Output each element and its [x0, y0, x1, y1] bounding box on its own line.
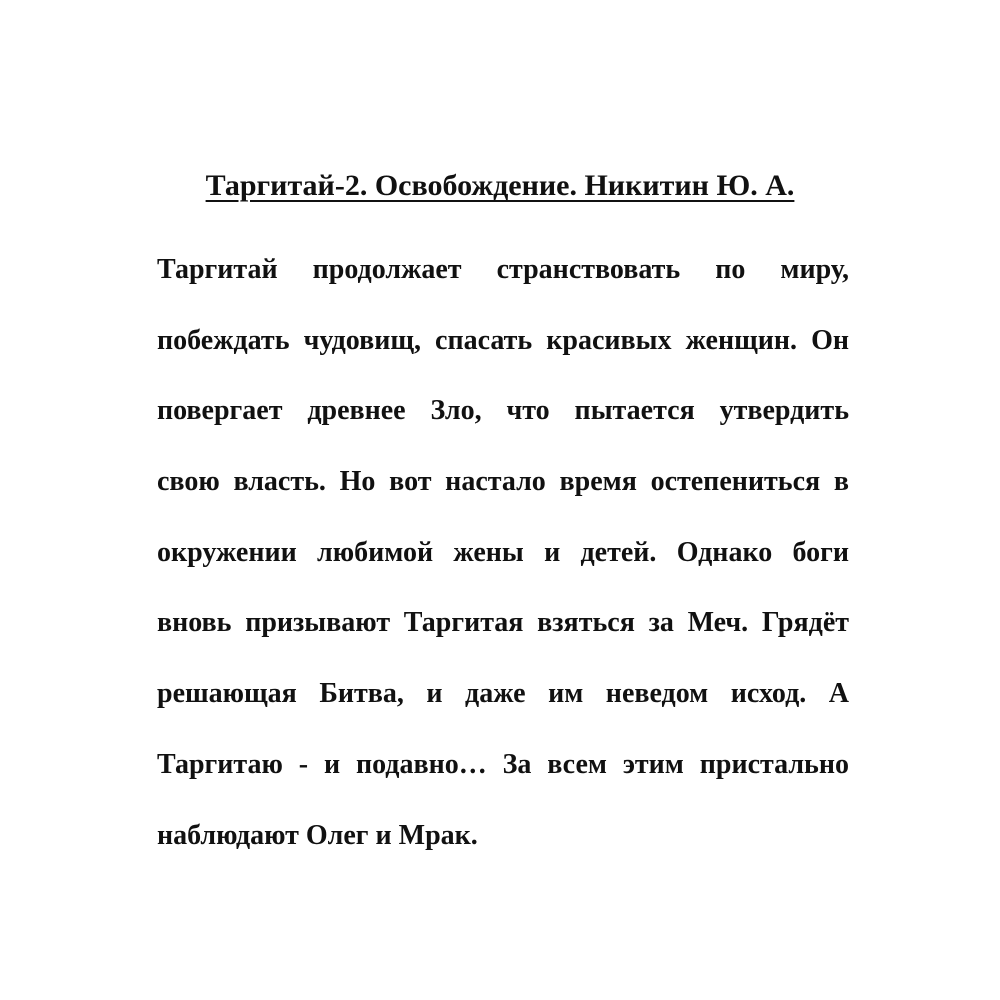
description-line: вновь призывают Таргитая взяться за Меч. Грядёт	[157, 607, 849, 639]
description-line: решающая Битва, и даже им неведом исход. А	[157, 678, 849, 710]
book-title-text: Таргитай-2. Освобождение. Никитин Ю. А.	[205, 169, 795, 202]
description-line: наблюдают Олег и Мрак.	[157, 819, 478, 851]
description-line: Таргитаю - и подавно… За всем этим пристально	[157, 748, 849, 780]
book-title	[0, 166, 1000, 206]
description-line: повергает древнее Зло, что пытается утвердить	[157, 395, 849, 427]
description-line: свою власть. Но вот настало время остепениться в	[157, 466, 849, 498]
description-line: окружении любимой жены и детей. Однако боги	[157, 536, 849, 568]
description-line: Таргитай продолжает странствовать по миру,	[157, 254, 849, 285]
description-line: побеждать чудовищ, спасать красивых женщин. Он	[157, 324, 849, 356]
book-description	[157, 248, 849, 884]
